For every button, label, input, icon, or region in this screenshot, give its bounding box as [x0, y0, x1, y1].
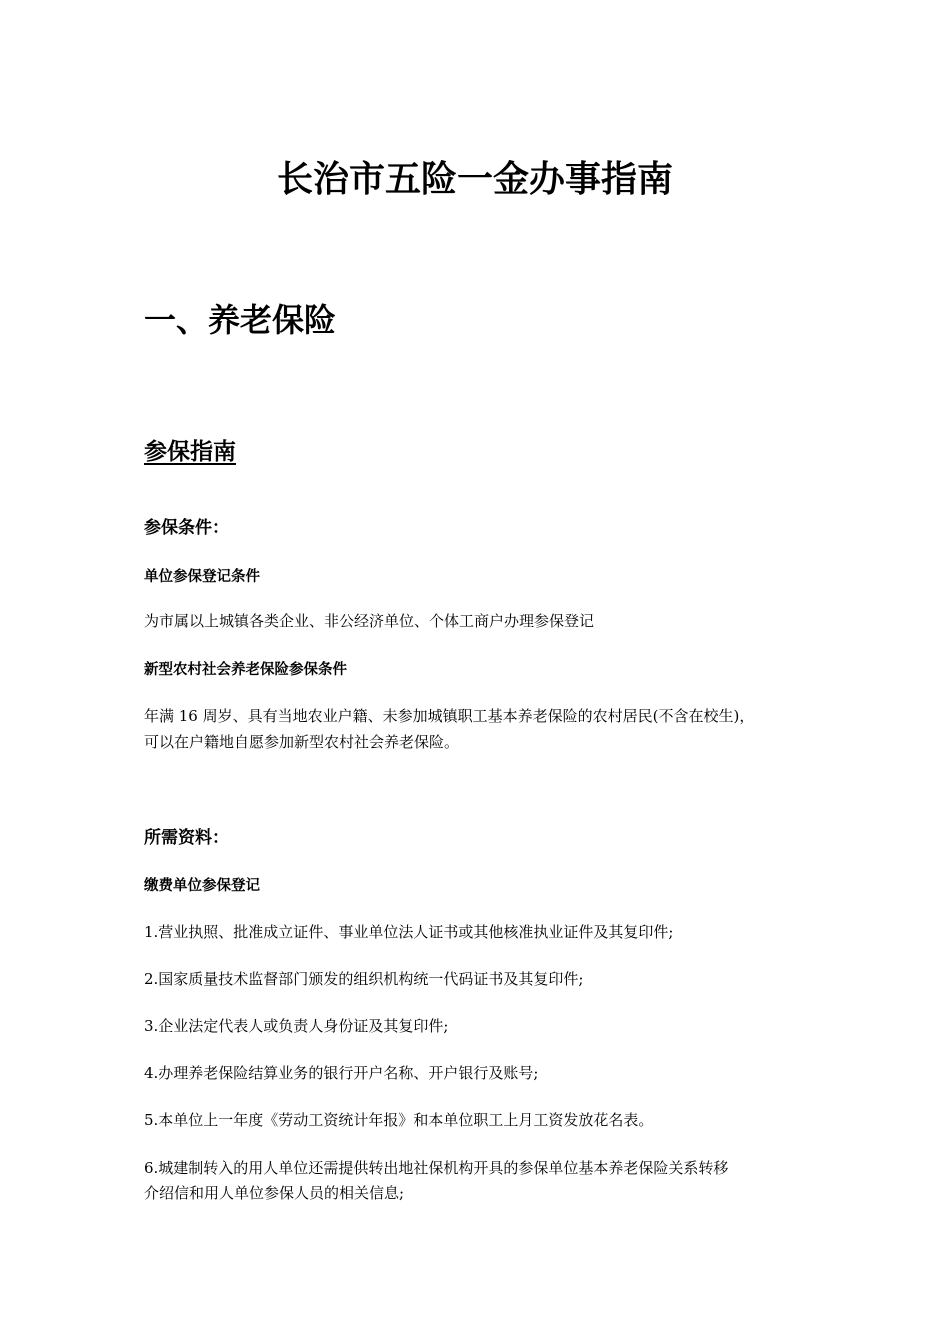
unit-conditions-text: 为市属以上城镇各类企业、非公经济单位、个体工商户办理参保登记 [144, 612, 595, 630]
material-item: 5.本单位上一年度《劳动工资统计年报》和本单位职工上月工资发放花名表。 [144, 1111, 654, 1129]
material-item: 4.办理养老保险结算业务的银行开户名称、开户银行及账号; [144, 1064, 539, 1082]
rural-conditions-heading: 新型农村社会养老保险参保条件 [144, 662, 347, 678]
conditions-heading: 参保条件： [144, 518, 229, 538]
material-item: 2.国家质量技术监督部门颁发的组织机构统一代码证书及其复印件; [144, 970, 584, 988]
rural-conditions-text-line2: 可以在户籍地自愿参加新型农村社会养老保险。 [144, 733, 460, 751]
material-item-6-line2: 介绍信和用人单位参保人员的相关信息; [144, 1184, 405, 1202]
section-heading-pension: 一、养老保险 [144, 301, 337, 339]
material-item: 3.企业法定代表人或负责人身份证及其复印件; [144, 1017, 449, 1035]
subsection-heading-enrollment-guide: 参保指南 [144, 439, 236, 465]
payer-registration-heading: 缴费单位参保登记 [144, 878, 260, 894]
rural-conditions-text-line1: 年满 16 周岁、具有当地农业户籍、未参加城镇职工基本养老保险的农村居民(不含在校生)， [144, 707, 755, 725]
unit-conditions-heading: 单位参保登记条件 [144, 569, 260, 585]
materials-heading: 所需资料： [144, 828, 229, 848]
material-item-6-line1: 6.城建制转入的用人单位还需提供转出地社保机构开具的参保单位基本养老保险关系转移 [144, 1159, 729, 1177]
material-item: 1.营业执照、批准成立证件、事业单位法人证书或其他核准执业证件及其复印件; [144, 923, 674, 941]
document-title: 长治市五险一金办事指南 [276, 159, 673, 200]
